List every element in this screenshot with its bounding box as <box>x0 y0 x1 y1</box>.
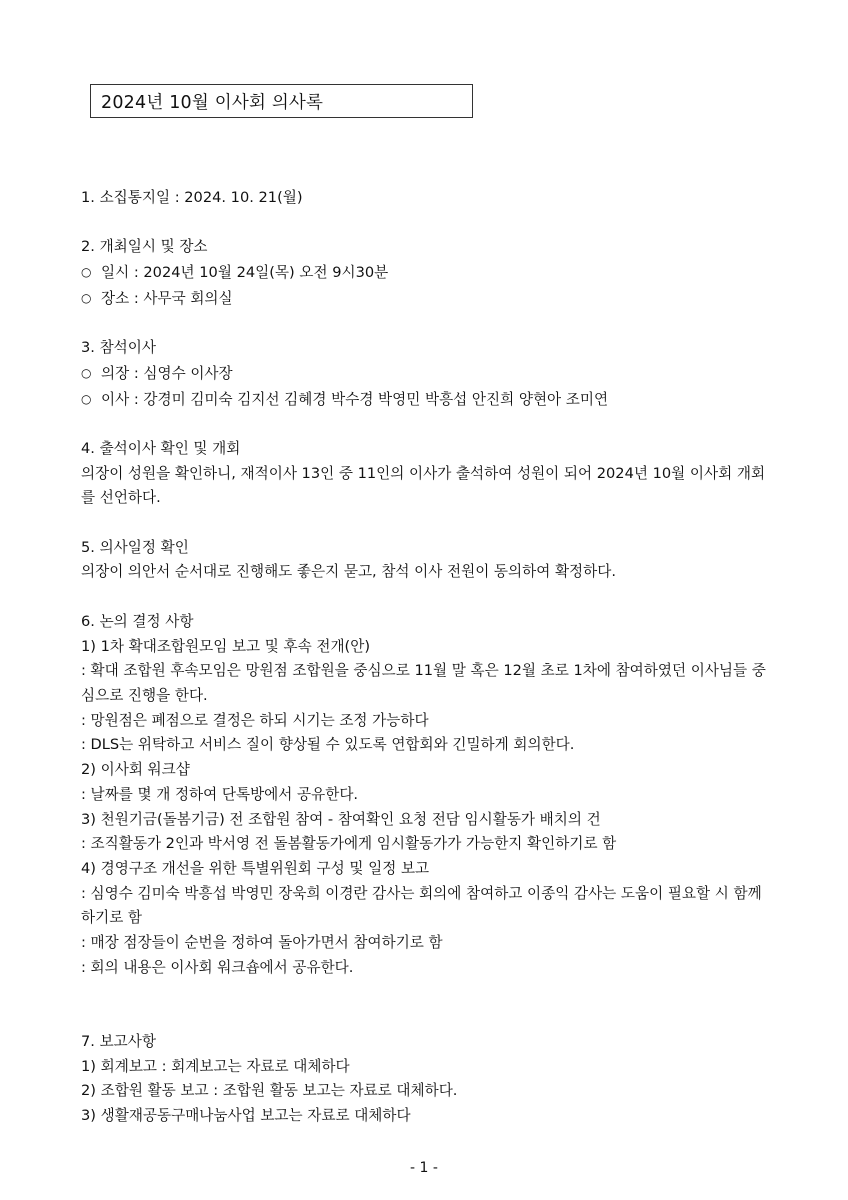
agenda-note: : 확대 조합원 후속모임은 망원점 조합원을 중심으로 11월 말 혹은 12월 초로 1차에 참여하였던 이사님들 중심으로 진행을 한다. <box>81 662 766 704</box>
bullet-circle-icon: ○ <box>81 265 92 280</box>
minutes-body <box>81 186 771 1129</box>
section-4-heading: 4. 출석이사 확인 및 개회 <box>81 439 241 457</box>
document-title: 2024년 10월 이사회 의사록 <box>90 84 473 118</box>
agenda-note: : 회의 내용은 이사회 워크숍에서 공유한다. <box>81 958 354 976</box>
list-item: ○ 이사 : 강경미 김미숙 김지선 김혜경 박수경 박영민 박흥섭 안진희 양현아 조미연 <box>81 387 771 413</box>
list-item: ○ 장소 : 사무국 회의실 <box>81 286 771 312</box>
list-item: ○ 일시 : 2024년 10월 24일(목) 오전 9시30분 <box>81 260 771 286</box>
agenda-note: : 조직활동가 2인과 박서영 전 돌봄활동가에게 임시활동가가 가능한지 확인하기로 함 <box>81 835 617 853</box>
bullet-circle-icon: ○ <box>81 391 92 406</box>
agenda-item: 4) 경영구조 개선을 위한 특별위원회 구성 및 일정 보고 <box>81 859 430 877</box>
section-3-heading: 3. 참석이사 <box>81 339 156 357</box>
section-4-body: 의장이 성원을 확인하니, 재적이사 13인 중 11인의 이사가 출석하여 성원이 되어 2024년 10월 이사회 개회를 선언하다. <box>81 464 766 507</box>
section-5-body: 의장이 의안서 순서대로 진행해도 좋은지 묻고, 참석 이사 전원이 동의하여 확정하다. <box>81 563 616 581</box>
agenda-note: : 망원점은 폐점으로 결정은 하되 시기는 조정 가능하다 <box>81 711 429 729</box>
bullet-circle-icon: ○ <box>81 365 92 380</box>
list-item: ○ 의장 : 심영수 이사장 <box>81 361 771 387</box>
agenda-item: 1) 1차 확대조합원모임 보고 및 후속 전개(안) <box>81 637 371 655</box>
agenda-note: : 심영수 김미숙 박흥섭 박영민 장욱희 이경란 감사는 회의에 참여하고 이종익 감사는 도움이 필요할 시 함께 하기로 함 <box>81 884 762 927</box>
section-5-heading: 5. 의사일정 확인 <box>81 538 189 556</box>
agenda-item: 3) 천원기금(돌봄기금) 전 조합원 참여 - 참여확인 요청 전담 임시활동가 배치의 건 <box>81 810 601 828</box>
bullet-circle-icon: ○ <box>81 290 92 305</box>
report-item: 3) 생활재공동구매나눔사업 보고는 자료로 대체하다 <box>81 1106 411 1124</box>
agenda-note: : DLS는 위탁하고 서비스 질이 향상될 수 있도록 연합회와 긴밀하게 회의한다. <box>81 736 575 754</box>
agenda-note: : 매장 점장들이 순번을 정하여 돌아가면서 참여하기로 함 <box>81 934 443 952</box>
page-number: - 1 - <box>410 1160 438 1176</box>
section-2-heading: 2. 개최일시 및 장소 <box>81 238 208 256</box>
section-6-heading: 6. 논의 결정 사항 <box>81 612 194 630</box>
report-item: 1) 회계보고 : 회계보고는 자료로 대체하다 <box>81 1057 350 1075</box>
agenda-item: 2) 이사회 워크샵 <box>81 761 190 779</box>
report-item: 2) 조합원 활동 보고 : 조합원 활동 보고는 자료로 대체하다. <box>81 1082 458 1100</box>
agenda-note: : 날짜를 몇 개 정하여 단톡방에서 공유한다. <box>81 785 359 803</box>
section-1-heading: 1. 소집통지일 : 2024. 10. 21(월) <box>81 189 303 206</box>
section-7-heading: 7. 보고사항 <box>81 1032 156 1050</box>
